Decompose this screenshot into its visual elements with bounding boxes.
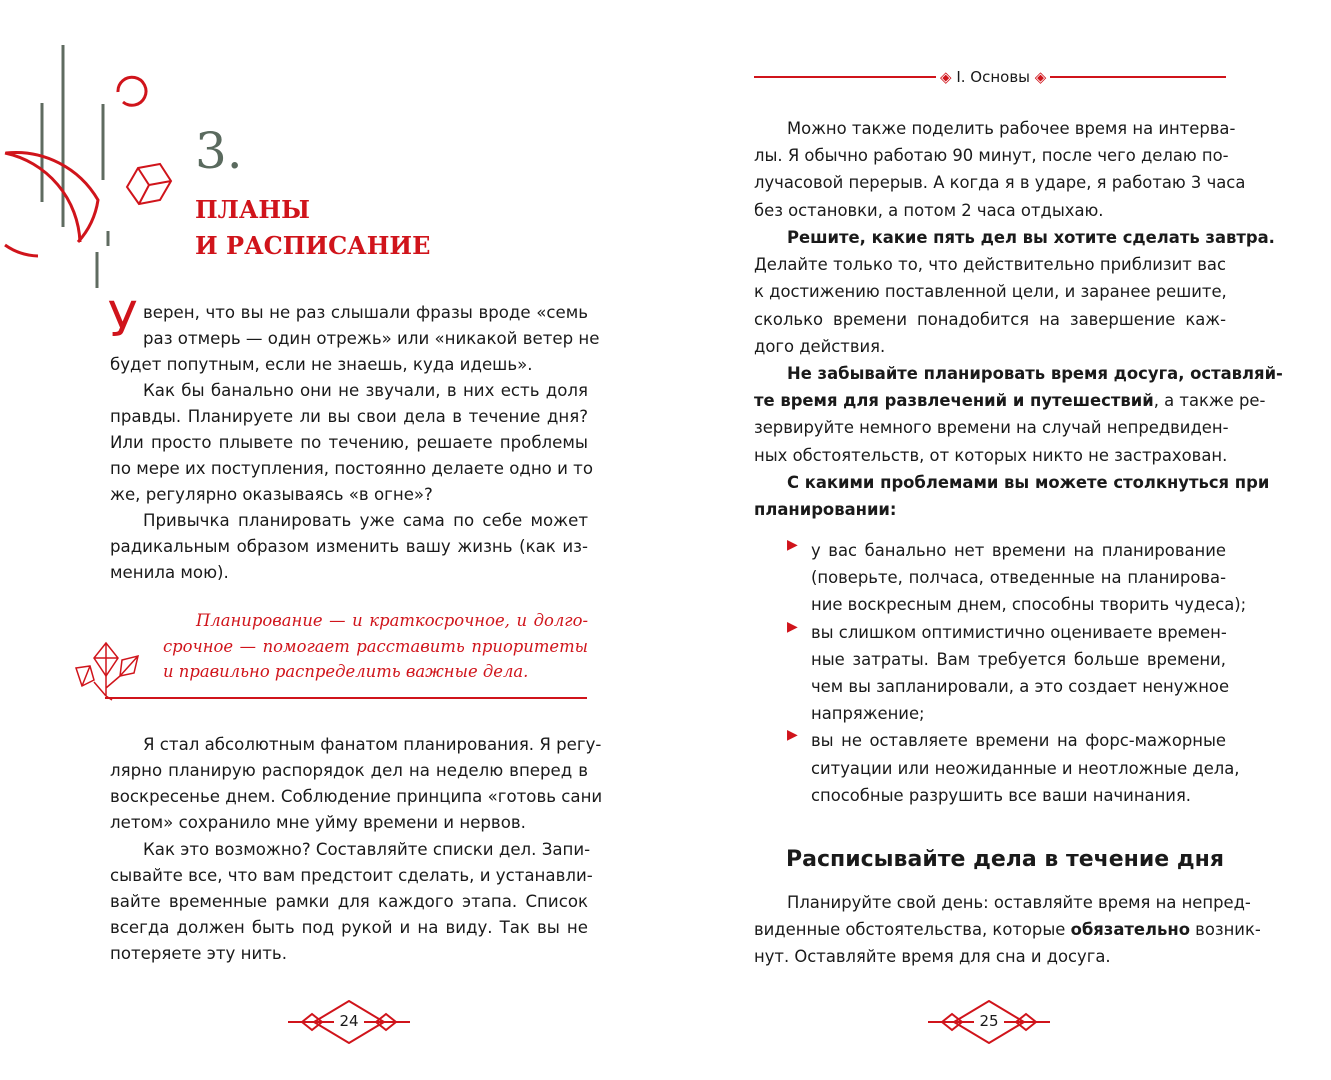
text-line: Планирование — и краткосрочное, и долго- xyxy=(196,611,588,630)
text-line: вы слишком оптимистично оцениваете времен- xyxy=(811,622,1227,642)
text-line: ситуации или неожиданные и неотложные дела, xyxy=(811,758,1240,778)
text-line: сывайте все, что вам предстоит сделать, и устанавли- xyxy=(110,866,593,885)
paragraph xyxy=(110,508,588,586)
text-run: дого действия. xyxy=(754,336,886,356)
text-line: раз отмерь — один отрежь» или «никакой ветер не xyxy=(143,329,600,348)
text-line: летом» сохранило мне уйму времени и нервов. xyxy=(110,813,526,832)
text-line: вайте временные рамки для каждого этапа. Список xyxy=(110,892,588,911)
triangle-bullet-icon: ▶ xyxy=(787,727,798,744)
bullet-list xyxy=(787,537,1247,809)
triangle-bullet-icon: ▶ xyxy=(787,537,798,553)
running-head-text: I. Основы xyxy=(956,68,1031,86)
text-run: сколько времени понадобится на завершение каж- xyxy=(754,309,1226,329)
text-line: правды. Планируете ли вы свои дела в течение дня? xyxy=(110,407,588,426)
text-line: срочное — помогает расставить приоритеты xyxy=(163,636,588,656)
list-item xyxy=(787,727,1240,809)
drop-cap: У xyxy=(108,292,138,348)
paragraph xyxy=(110,378,593,508)
chapter-title xyxy=(195,192,430,264)
text-line: Я стал абсолютным фанатом планирования. Я регу- xyxy=(143,735,602,754)
text-line: верен, что вы не раз слышали фразы вроде «семь xyxy=(143,303,588,322)
chapter-title-line: ПЛАНЫ xyxy=(195,195,310,224)
text-run: возник- xyxy=(1189,920,1261,940)
text-line: напряжение; xyxy=(811,704,925,724)
text-line: радикальным образом изменить вашу жизнь (как из- xyxy=(110,537,588,556)
text-line: Привычка планировать уже сама по себе может xyxy=(143,511,588,530)
text-line: всегда должен быть под рукой и на виду. Так вы не xyxy=(110,918,588,937)
bold-text: те время для развлечений и путешествий xyxy=(754,391,1154,411)
text-line xyxy=(754,142,1229,169)
text-run: к достижению поставленной цели, и заранее решите, xyxy=(754,282,1227,302)
text-run: нут. Оставляйте время для сна и досуга. xyxy=(754,947,1111,967)
list-item xyxy=(787,537,1247,619)
running-head xyxy=(936,66,1050,88)
text-run: зервируйте немного времени на случай непредвиден- xyxy=(754,418,1229,438)
text-line xyxy=(754,333,1226,360)
text-line xyxy=(754,306,1226,333)
text-run: без остановки, а потом 2 часа отдыхаю. xyxy=(754,200,1104,220)
text-line: чем вы запланировали, а это создает ненужное xyxy=(811,676,1230,696)
text-line xyxy=(754,197,1226,224)
paragraph xyxy=(754,115,1246,224)
quote-rule xyxy=(105,697,587,699)
bold-text: Не забывайте планировать время досуга, оставляй- xyxy=(787,364,1283,383)
triangle-bullet-icon: ▶ xyxy=(787,618,798,635)
chapter-title-line: И РАСПИСАНИЕ xyxy=(195,231,431,260)
text-line: и правильно распределить важные дела. xyxy=(163,662,529,681)
text-run: лы. Я обычно работаю 90 минут, после чего делаю по- xyxy=(754,146,1229,166)
text-run: Делайте только то, что действительно приблизит вас xyxy=(754,255,1226,275)
text-run: , а также ре- xyxy=(1153,391,1266,411)
text-line xyxy=(754,115,1236,142)
text-line: у вас банально нет времени на планирование xyxy=(811,541,1226,560)
text-line: лярно планирую распорядок дел на неделю вперед в xyxy=(110,761,588,780)
paragraph xyxy=(110,732,603,836)
text-line: Как бы банально они не звучали, в них есть доля xyxy=(143,381,588,400)
text-line xyxy=(754,278,1226,305)
text-run: Можно также поделить рабочее время на интерва- xyxy=(787,119,1236,138)
text-line: ные затраты. Вам требуется больше времени, xyxy=(811,649,1226,669)
text-line xyxy=(754,943,1226,970)
section-heading: Расписывайте дела в течение дня xyxy=(786,847,1224,872)
text-line xyxy=(754,169,1246,196)
text-line xyxy=(754,469,1270,496)
paragraph xyxy=(754,224,1275,360)
text-run: Планируйте свой день: оставляйте время на непред- xyxy=(787,893,1251,912)
text-line xyxy=(754,442,1226,469)
text-line xyxy=(754,889,1251,916)
text-line: ние воскресным днем, способны творить чудеса); xyxy=(811,595,1247,615)
text-line: же, регулярно оказываясь «в огне»? xyxy=(110,485,433,504)
text-line xyxy=(754,251,1226,278)
text-line: способные разрушить все ваши начинания. xyxy=(811,785,1192,805)
text-run: лучасовой перерыв. А когда я в ударе, я работаю 3 часа xyxy=(754,173,1246,193)
bold-text: планировании: xyxy=(754,500,897,520)
text-line: потеряете эту нить. xyxy=(110,944,287,963)
text-line: будет попутным, если не знаешь, куда идешь». xyxy=(110,355,533,374)
paragraph xyxy=(110,837,593,967)
text-line: по мере их поступления, постоянно делаете одно и то xyxy=(110,459,593,478)
bold-text: обязательно xyxy=(1070,920,1190,940)
page-number: 25 xyxy=(974,1012,1004,1030)
page-number: 24 xyxy=(334,1012,364,1030)
text-line: менила мою). xyxy=(110,563,229,582)
text-line xyxy=(754,360,1283,387)
text-run: ных обстоятельств, от которых никто не застрахован. xyxy=(754,445,1228,465)
text-run: виденные обстоятельства, которые xyxy=(754,920,1071,940)
text-line xyxy=(754,387,1266,414)
list-item xyxy=(787,618,1230,728)
text-line xyxy=(754,414,1229,441)
leaf-ornament-icon xyxy=(72,638,147,703)
text-line: вы не оставляете времени на форс-мажорные xyxy=(811,731,1226,751)
bold-text: Решите, какие пять дел вы хотите сделать завтра. xyxy=(787,228,1275,247)
text-line xyxy=(754,496,1226,523)
bold-text: С какими проблемами вы можете столкнуться при xyxy=(787,473,1270,492)
paragraph xyxy=(754,889,1261,971)
paragraph xyxy=(754,469,1270,523)
paragraph xyxy=(110,300,600,378)
text-line xyxy=(754,916,1261,943)
text-line: (поверьте, полчаса, отведенные на планирова- xyxy=(811,568,1226,588)
text-line: Как это возможно? Составляйте списки дел. Запи- xyxy=(143,840,591,859)
diamond-icon: ◈ xyxy=(1034,68,1047,86)
text-line xyxy=(754,224,1275,251)
text-line: Или просто плывете по течению, решаете проблемы xyxy=(110,433,588,452)
chapter-decoration xyxy=(0,40,190,300)
paragraph xyxy=(754,360,1283,469)
diamond-icon: ◈ xyxy=(940,68,952,86)
paragraph xyxy=(163,608,588,685)
chapter-number: 3. xyxy=(195,122,243,180)
text-line: воскресенье днем. Соблюдение принципа «готовь сани xyxy=(110,787,603,806)
